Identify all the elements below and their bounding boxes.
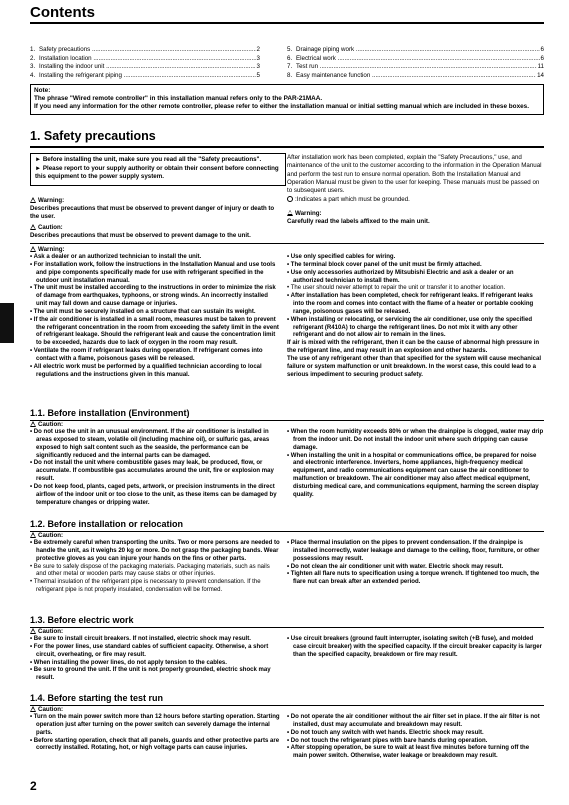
toc-page: 3 [256, 63, 260, 71]
subsection-rule [30, 705, 544, 706]
subsection-1-4-title: 1.4. Before starting the test run [30, 693, 164, 703]
list-item: • When installing the power lines, do not apply tension to the cables. [30, 659, 227, 666]
note-box [30, 84, 544, 115]
list-item: • When installing the unit in a hospital or communications office, be prepared for noise and electronic interference. Inverters, home appliances, high-frequency medical equipment, and radio communications equipment can cause the air conditioner to malfunction or breakdown. The air conditioner may also affect medical equipment, disturbing medical care, and communications equipment, harming the screen display quality. [287, 452, 539, 498]
list-item: • Be sure to ground the unit. If the unit is not properly grounded, electric shock may result. [30, 667, 271, 682]
caution-label: Caution: [38, 224, 63, 231]
toc-number: 2. [30, 54, 36, 62]
s12-left-list [30, 540, 280, 595]
subsection-rule [30, 420, 544, 421]
note-line-1: The phrase "Wired remote controller" in this installation manual refers only to the PAR-21MAA. [34, 95, 323, 103]
toc-left-column [30, 46, 260, 80]
list-item: • Be extremely careful when transporting the units. Two or more persons are needed to handle the unit, as it weighs 20 kg or more. Do not grasp the packaging bands. Wear protective gloves as you can injure your hands on the fins or other parts. [30, 540, 280, 562]
warnings-heading [30, 246, 65, 254]
caution-icon [30, 628, 36, 634]
intro-box [30, 153, 286, 186]
list-item: • Do not touch any switch with wet hands. Electric shock may result. [287, 729, 484, 736]
ground-text: :Indicates a part which must be grounded. [295, 196, 410, 204]
toc-title: Safety precautions ..... [39, 46, 256, 55]
list-item: • When installing or relocating, or servicing the air conditioner, use only the specified refrigerant (R410A) to charge the refrigerant lines. Do not mix it with any other refrigerant and do not allow air to remain in the lines. [287, 316, 533, 339]
list-item: • All electric work must be performed by a qualified technician according to local regulations and the instructions given in this manual. [30, 363, 262, 378]
list-item: • Use only specified cables for wiring. [287, 254, 396, 260]
toc-number: 7. [287, 63, 293, 71]
toc-page: 14 [537, 71, 544, 79]
caution-label: Caution: [38, 628, 64, 635]
toc-page: 6 [540, 46, 544, 53]
divider [30, 243, 544, 244]
toc-number: 8. [287, 71, 293, 79]
warnings-left-list [30, 254, 280, 380]
list-item: • Tighten all flare nuts to specification using a torque wrench. If tightened too much, the flare nut can break after an extended period. [287, 571, 540, 586]
caution-icon [30, 532, 36, 538]
caution-definition-text: Describes precautions that must be observed to prevent damage to the unit. [30, 231, 251, 239]
toc-entry[interactable] [287, 63, 544, 72]
warning-icon [30, 197, 36, 203]
contents-rule [30, 22, 544, 24]
toc-entry[interactable] [30, 63, 260, 72]
list-item: • When the room humidity exceeds 80% or when the drainpipe is clogged, water may drip from the indoor unit. Do not install the indoor unit where such dripping can cause damage. [287, 429, 544, 451]
list-item: • Use only accessories authorized by Mitsubishi Electric and ask a dealer or an authorized technician to install them. [287, 269, 514, 284]
toc-number: 5. [287, 46, 293, 53]
list-item: • The terminal block cover panel of the unit must be firmly attached. [287, 261, 482, 268]
caution-definition [30, 224, 278, 240]
list-item: • Thermal insulation of the refrigerant pipe is necessary to prevent condensation. If the refrigerant pipe is not properly insulated, condensation will be formed. [30, 579, 261, 594]
list-item: • Ask a dealer or an authorized technician to install the unit. [30, 254, 202, 260]
toc-title: Drainage piping work ..... [296, 46, 540, 55]
warning-definition-text: Describes precautions that must be observed to prevent danger of injury or death to the user. [30, 204, 275, 220]
list-item: • Do not install the unit where combustible gases may leak, be produced, flow, or accumulate. If combustible gas accumulates around the unit, fire or explosion may result. [30, 460, 274, 483]
intro-box-p1: ► Before installing the unit, make sure you read all the "Safety precautions". [35, 156, 262, 163]
list-item: • Be sure to install circuit breakers. If not installed, electric shock may result. [30, 636, 251, 642]
toc-title: Test run ..... [296, 63, 537, 72]
toc-entry[interactable] [287, 55, 544, 64]
list-item: • For the power lines, use standard cables of sufficient capacity. Otherwise, a short circuit, overheating, or fire may result. [30, 643, 269, 658]
caution-heading [30, 532, 63, 540]
list-item: • Do not keep food, plants, caged pets, artwork, or precision instruments in the direct airflow of the indoor unit or too close to the unit, as these items can be damaged by temperature changes or dripping water. [30, 483, 277, 506]
warning-label: Warning: [38, 197, 65, 204]
section-tab-marker [0, 303, 14, 343]
s14-right-list [287, 714, 544, 761]
toc-title: Installation location ..... [39, 55, 256, 64]
intro-box-p2: ► Please report to your supply authority or obtain their consent before connecting this equipment to the power supply system. [35, 165, 279, 181]
toc-title: Installing the indoor unit ..... [39, 63, 256, 72]
caution-icon [30, 224, 36, 230]
list-item: • After installation has been completed, check for refrigerant leaks. If refrigerant leaks into the room and comes into contact with the flame of a heater or portable cooking range, poisonous gases will be released. [287, 293, 534, 315]
list-item: • Do not touch the refrigerant pipes with bare hands during operation. [287, 737, 488, 744]
toc-entry[interactable] [30, 46, 260, 55]
toc-entry[interactable] [287, 72, 544, 81]
toc-number: 1. [30, 46, 36, 53]
toc-entry[interactable] [30, 55, 260, 64]
subsection-rule [30, 627, 544, 628]
list-item: • Ventilate the room if refrigerant leaks during operation. If refrigerant comes into contact with a flame, poisonous gases will be released. [30, 348, 263, 362]
caution-label: Caution: [38, 532, 64, 539]
toc-title: Electrical work ..... [296, 55, 540, 64]
toc-page: 11 [537, 63, 544, 71]
subsection-1-2-title: 1.2. Before installation or relocation [30, 519, 184, 529]
section-rule [30, 146, 544, 148]
list-item: • For installation work, follow the instructions in the Installation Manual and use tools and pipe components specifically made for use with refrigerant specified in the outdoor unit installation manual. [30, 261, 276, 284]
toc-number: 3. [30, 63, 36, 71]
caution-label: Caution: [38, 706, 64, 713]
ground-icon [287, 196, 293, 202]
caution-icon [30, 706, 36, 712]
warning-definition [30, 197, 278, 221]
intro-right-warning-label: Warning: [295, 209, 322, 217]
list-item: • The unit must be installed according to the instructions in order to minimize the risk of damage from earthquakes, typhoons, or strong winds. An incorrectly installed unit may fall down and cause damage or injuries. [30, 285, 276, 308]
subsection-1-1-title: 1.1. Before installation (Environment) [30, 408, 190, 418]
intro-right-p1: After installation work has been completed, explain the "Safety Precautions," use, and maintenance of the unit to the customer according to the information in the Operation Manual and perform the test run to ensure normal operation. Both the Installation Manual and Operation Manual must be given to the user for keeping. These manuals must be passed on to subsequent users. [287, 154, 542, 195]
warnings-label: Warning: [38, 246, 65, 253]
toc-page: 5 [256, 71, 260, 79]
s12-right-list [287, 540, 544, 587]
note-line-2: If you need any information for the other remote controller, please refer to either the installation manual or initial setting manual which are included in these boxes. [34, 103, 530, 111]
list-item: • Do not clean the air conditioner unit with water. Electric shock may result. [287, 563, 504, 570]
subsection-rule [30, 531, 544, 532]
toc-number: 4. [30, 71, 36, 79]
toc-page: 2 [256, 46, 260, 53]
list-item: • The unit must be securely installed on a structure that can sustain its weight. [30, 308, 256, 315]
caution-heading [30, 706, 63, 714]
caution-icon [30, 421, 36, 427]
s13-left-list [30, 636, 280, 683]
toc-page: 6 [540, 54, 544, 62]
contents-heading: Contents [30, 4, 95, 21]
toc-right-column [287, 46, 544, 80]
page-number: 2 [30, 779, 37, 793]
list-item: • The user should never attempt to repair the unit or transfer it to another location. [287, 285, 506, 292]
s14-left-list [30, 714, 280, 753]
list-item: • Turn on the main power switch more than 12 hours before starting operation. Starting operation just after turning on the power switch can severely damage the internal parts. [30, 714, 280, 736]
note-label: Note: [34, 87, 51, 94]
caution-label: Caution: [38, 421, 64, 428]
list-item: If air is mixed with the refrigerant, then it can be the cause of abnormal high pressure in the refrigerant line, and may result in an explosion and other hazards. [287, 340, 540, 355]
toc-title: Easy maintenance function ..... [296, 72, 536, 81]
toc-title: Installing the refrigerant piping ..... [39, 72, 256, 81]
s11-right-list [287, 429, 544, 500]
toc-entry[interactable] [287, 46, 544, 55]
list-item: • Do not use the unit in an unusual environment. If the air conditioner is installed in areas exposed to steam, volatile oil (including machine oil), or sulfuric gas, areas exposed to high salt content such as the seaside, the performance can be significantly reduced and the internal parts can be damaged. [30, 429, 270, 459]
list-item: • Be sure to safely dispose of the packaging materials. Packaging materials, such as nails and other metal or wooden parts may cause stabs or other injuries. [30, 563, 270, 578]
list-item: • Do not operate the air conditioner without the air filter set in place. If the air filter is not installed, dust may accumulate and breakdown may result. [287, 714, 540, 728]
subsection-1-3-title: 1.3. Before electric work [30, 615, 134, 625]
toc-number: 6. [287, 54, 293, 62]
list-item: • After stopping operation, be sure to wait at least five minutes before turning off the main power switch. Otherwise, water leakage or breakdown may result. [287, 745, 530, 760]
list-item: • Use circuit breakers (ground fault interrupter, isolating switch (+B fuse), and molded case circuit breaker) with the specified capacity. If the circuit breaker capacity is larger than the specified capacity, breakdown or fire may result. [287, 636, 542, 658]
warnings-right-list [287, 254, 544, 380]
caution-heading [30, 628, 63, 636]
list-item: • If the air conditioner is installed in a small room, measures must be taken to prevent the refrigerant concentration in the room from exceeding the safety limit in the event of refrigerant leakage. Should the refrigerant leak and cause the concentration limit to be exceeded, hazards due to lack of oxygen in the room may result. [30, 316, 279, 347]
warning-icon [287, 210, 293, 216]
intro-right-text [287, 154, 545, 226]
s11-left-list [30, 429, 280, 507]
list-item: • Before starting operation, check that all panels, guards and other protective parts are correctly installed. Rotating, hot, or high voltage parts can cause injuries. [30, 737, 280, 752]
caution-heading [30, 421, 63, 429]
list-item: • Place thermal insulation on the pipes to prevent condensation. If the drainpipe is installed incorrectly, water leakage and damage to the ceiling, floor, furniture, or other possessions may result. [287, 540, 540, 562]
s13-right-list [287, 636, 544, 660]
toc-page: 3 [256, 54, 260, 62]
section-title: 1. Safety precautions [30, 129, 156, 143]
intro-right-warning-text: Carefully read the labels affixed to the main unit. [287, 218, 430, 226]
list-item: The use of any refrigerant other than that specified for the system will cause mechanical failure or system malfunction or unit breakdown. In the worst case, this could lead to a serious impediment to securing product safety. [287, 355, 542, 378]
toc-entry[interactable] [30, 72, 260, 81]
warning-icon [30, 246, 36, 252]
